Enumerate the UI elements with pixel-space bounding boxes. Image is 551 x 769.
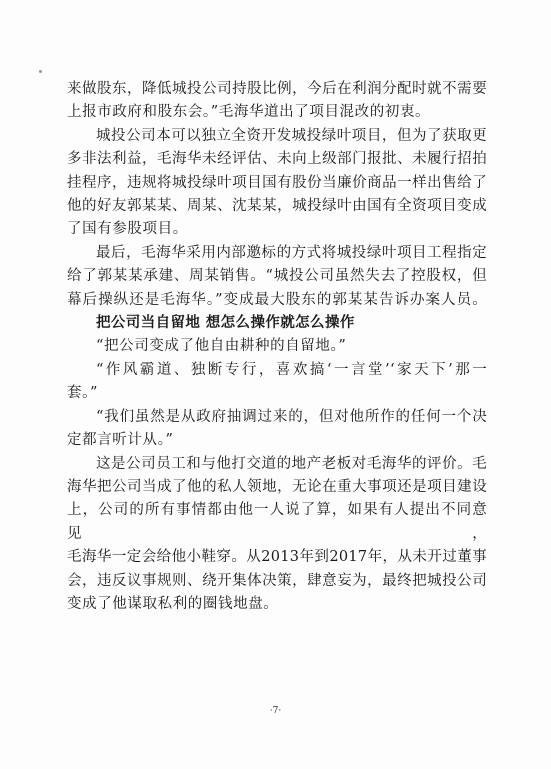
text-line: 变成了他谋取私利的圈钱地盘。 — [67, 595, 279, 612]
text-line: 挂程序，违规将城投绿叶项目国有股份当廉价商品一样出售给了 — [67, 174, 487, 191]
quote-2 — [67, 359, 487, 406]
text-line: 定都言听计从。” — [67, 432, 174, 449]
text-line: 多非法利益，毛海华未经评估、未向上级部门报批、未履行招拍 — [67, 151, 487, 168]
text-line: 会，违反议事规则、绕开集体决策，肆意妄为，最终把城投公司 — [67, 572, 487, 589]
paragraph-1 — [67, 78, 487, 125]
text-line: “作风霸道、独断专行，喜欢搞‘一言堂’‘家天下’那一 — [96, 361, 487, 378]
text-line: 了国有参股项目。 — [67, 221, 188, 238]
text-line: 城投公司本可以独立全资开发城投绿叶项目，但为了获取更 — [96, 127, 487, 144]
paragraph-closing — [67, 453, 487, 617]
quote-3 — [67, 406, 487, 453]
text-line: 给了郭某某承建、周某销售。“城投公司虽然失去了控股权，但 — [67, 268, 487, 285]
text-line: 上，公司的所有事情都由他一人说了算，如果有人提出不同意见， — [67, 502, 487, 542]
paragraph-2 — [67, 125, 487, 242]
page-number: ·7· — [269, 706, 282, 716]
text-line: 最后，毛海华采用内部邀标的方式将城投绿叶项目工程指定 — [96, 244, 487, 261]
paragraph-3 — [67, 242, 487, 312]
text-line: “把公司变成了他自由耕种的自留地。” — [96, 338, 347, 355]
text-line: 幕后操纵还是毛海华。”变成最大股东的郭某某告诉办案人员。 — [67, 291, 487, 308]
text-line: 毛海华一定会给他小鞋穿。从2013年到2017年，从未开过董事 — [67, 549, 487, 566]
quote-1 — [67, 335, 487, 358]
text-line: “我们虽然是从政府抽调过来的，但对他所作的任何一个决 — [96, 408, 487, 425]
text-line: 上报市政府和股东会。”毛海华道出了项目混改的初衷。 — [67, 104, 431, 121]
text-line: 这是公司员工和与他打交道的地产老板对毛海华的评价。毛 — [96, 455, 487, 472]
margin-mark — [39, 70, 42, 73]
text-line: 海华把公司当成了他的私人领地，无论在重大事项还是项目建设 — [67, 478, 487, 495]
section-heading: 把公司当自留地 想怎么操作就怎么操作 — [96, 315, 355, 332]
text-line: 他的好友郭某某、周某、沈某某，城投绿叶由国有全资项目变成 — [67, 198, 487, 215]
document-body — [67, 78, 487, 616]
text-line: 套。” — [67, 385, 98, 402]
text-line: 来做股东，降低城投公司持股比例，今后在利润分配时就不需要 — [67, 81, 487, 97]
